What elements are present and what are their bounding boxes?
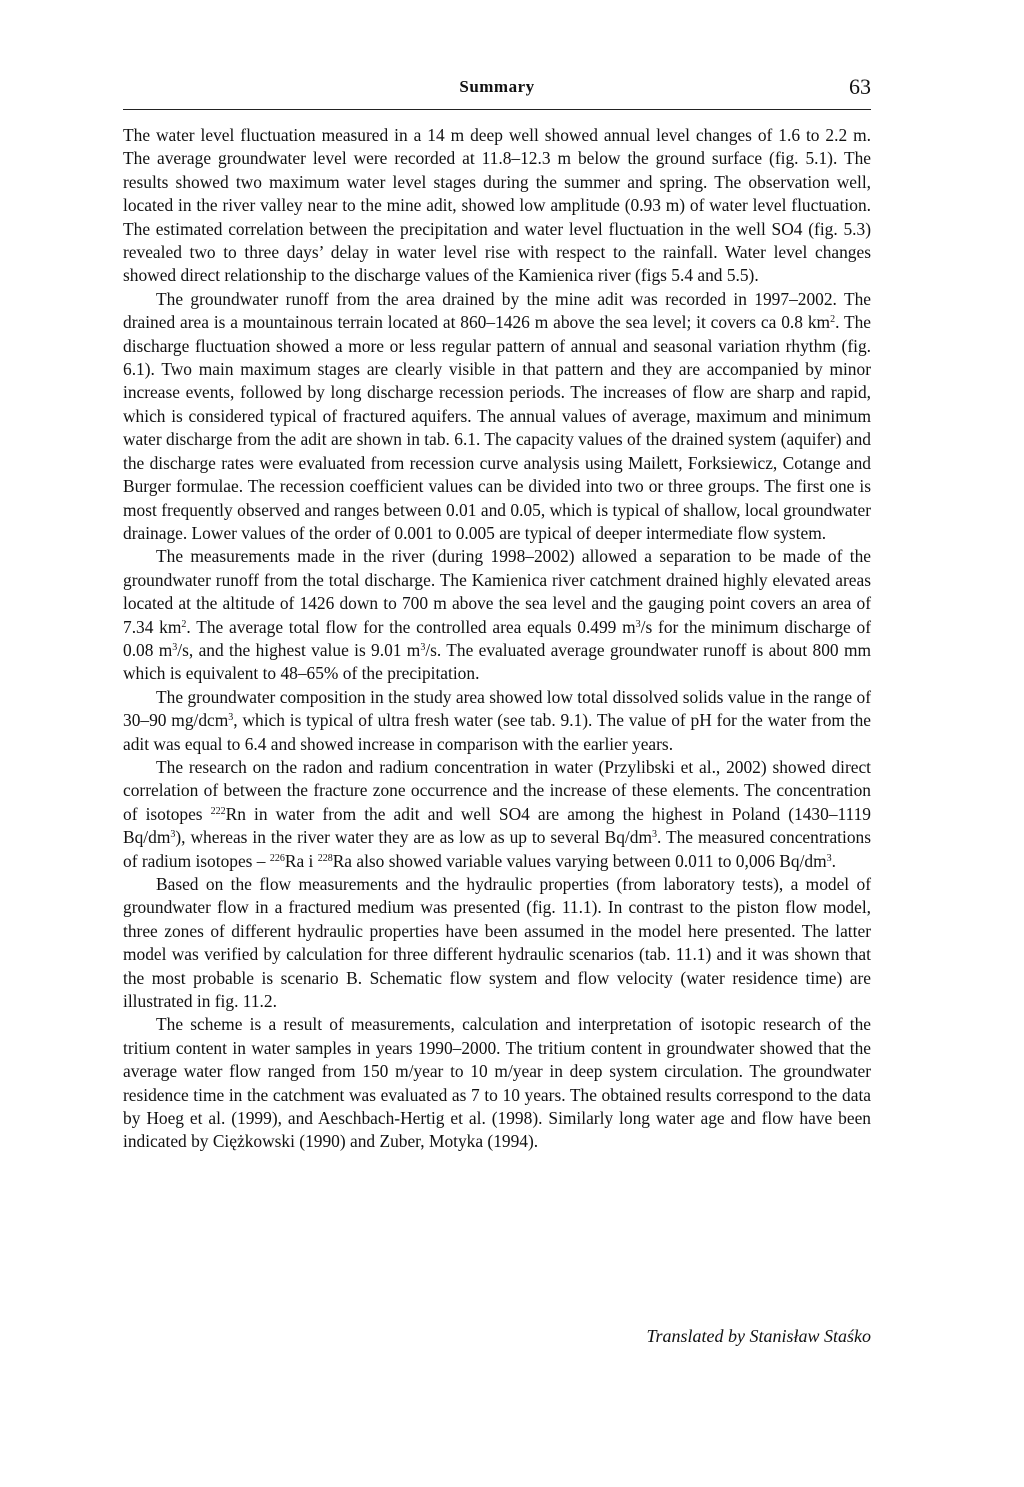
section-title: Summary xyxy=(459,77,535,96)
paragraph: The scheme is a result of measurements, calculation and interpretation of isotopic research of the tritium content in water samples in years 1990–2000. The tritium content in groundwater showed that the average water flow ranged from 150 m/year to 10 m/year in deep system circulation. The groundwater residence time in the catchment was evaluated as 7 to 10 years. The obtained results correspond to the data by Hoeg et al. (1999), and Aeschbach-Hertig et al. (1998). Similarly long water age and flow have been indicated by Ciężkowski (1990) and Zuber, Motyka (1994). xyxy=(123,1014,871,1152)
paragraph: Based on the flow measurements and the hydraulic properties (from laboratory tests), a model of groundwater flow in a fractured medium was presented (fig. 11.1). In contrast to the piston flow model, three zones of different hydraulic properties have been assumed in the model here presented. The latter model was verified by calculation for three different hydraulic scenarios (tab. 11.1) and it was shown that the most probable is scenario B. Schematic flow system and flow velocity (water residence time) are illustrated in fig. 11.2. xyxy=(123,874,871,1012)
paragraph: The measurements made in the river (during 1998–2002) allowed a separation to be made of the groundwater runoff from the total discharge. The Kamienica river catchment drained highly elevated areas located at the altitude of 1426 down to 700 m above the sea level and the gauging point covers an area of 7.34 $km^2$. The average total flow for the controlled area equals 0.499 $m^3/s$ for the minimum discharge of 0.08 $m^3/s$, and the highest value is 9.01 $m^3/s$. The evaluated average groundwater runoff is about 800 mm which is equivalent to 48–65% of the precipitation. xyxy=(123,546,872,684)
running-header xyxy=(123,73,871,110)
translator-credit: Translated by Stanisław Staśko xyxy=(646,1326,871,1346)
paragraph: The water level fluctuation measured in a 14 m deep well showed annual level changes of 1.6 to 2.2 m. The average groundwater level were recorded at 11.8–12.3 m below the ground surface (fig. 5.1). The results showed two maximum water level stages during the summer and spring. The observation well, located in the river valley near to the mine adit, showed low amplitude (0.93 m) of water level fluctuation. The estimated correlation between the precipitation and water level fluctuation in the well SO4 (fig. 5.3) revealed two to three days’ delay in water level rise with respect to the rainfall. Water level changes showed direct relationship to the discharge values of the Kamienica river (figs 5.4 and 5.5). xyxy=(123,125,871,286)
paragraph: The research on the radon and radium concentration in water (Przylibski et al., 2002) showed direct correlation of between the fracture zone occurrence and the increase of these elements. The concentration of isotopes $^{222}$Rn in water from the adit and well SO4 are among the highest in Poland (1430–1119 $Bq/dm^3$), whereas in the river water they are as low as up to several $Bq/dm^3$. The measured concentrations of radium isotopes – $^{226}$Ra i $^{228}$Ra also showed variable values varying between 0.011 to 0,006 $Bq/dm^3$. xyxy=(123,756,871,871)
body-text xyxy=(123,124,871,1154)
page-number: 63 xyxy=(849,74,871,99)
paragraph: The groundwater composition in the study area showed low total dissolved solids value in the range of 30–90 mg/dcm$^3$, which is typical of ultra fresh water (see tab. 9.1). The value of pH for the water from the adit was equal to 6.4 and showed increase in comparison with the earlier years. xyxy=(123,686,871,754)
paragraph: The groundwater runoff from the area drained by the mine adit was recorded in 1997–2002. The drained area is a mountainous terrain located at 860–1426 m above the sea level; it covers ca 0.8 $km^2$. The discharge fluctuation showed a more or less regular pattern of annual and seasonal variation rhythm (fig. 6.1). Two main maximum stages are clearly visible in that pattern and they are accompanied by minor increase events, followed by long discharge recession periods. The increases of flow are sharp and rapid, which is considered typical of fractured aquifers. The annual values of average, maximum and minimum water discharge from the adit are shown in tab. 6.1. The capacity values of the drained system (aquifer) and the discharge rates were evaluated from recession curve analysis using Mailett, Forksiewicz, Cotange and Burger formulae. The recession coefficient values can be divided into two or three groups. The first one is most frequently observed and ranges between 0.01 and 0.05, which is typical of shallow, local groundwater drainage. Lower values of the order of 0.001 to 0.005 are typical of deeper intermediate flow system. xyxy=(123,288,871,543)
